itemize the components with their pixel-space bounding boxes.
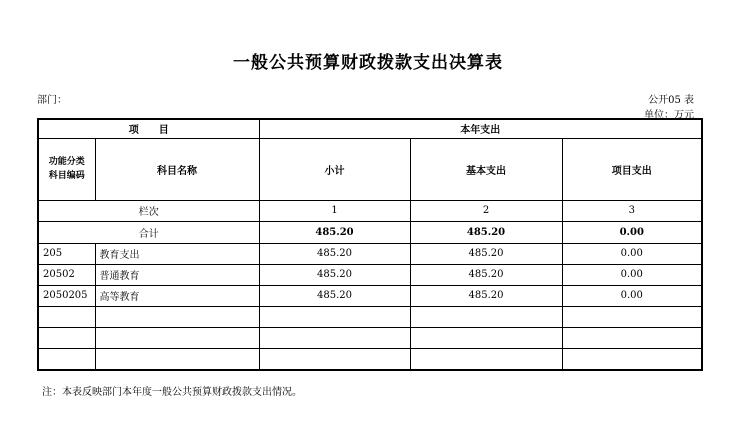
header-basic: 基本支出 — [410, 138, 562, 200]
header-project: 项 目 — [38, 119, 259, 138]
footnote: 注：本表反映部门本年度一般公共预算财政拨款支出情况。 — [42, 387, 302, 398]
table-row — [38, 348, 702, 370]
row-subtotal: 485.20 — [259, 243, 410, 264]
row-code: 205 — [38, 243, 95, 264]
header-func-code-line2: 科目编码 — [48, 171, 85, 181]
department-label: 部门： — [37, 95, 67, 106]
row-basic — [410, 348, 562, 370]
table-row — [38, 327, 702, 348]
total-project: 0.00 — [562, 221, 702, 243]
column-index-1: 1 — [259, 200, 410, 221]
table-row — [38, 285, 702, 306]
row-code — [38, 306, 95, 327]
row-name: 高等教育 — [95, 285, 259, 306]
row-project: 0.00 — [562, 264, 702, 285]
header-current-year: 本年支出 — [259, 119, 702, 138]
row-project: 0.00 — [562, 243, 702, 264]
row-code — [38, 348, 95, 370]
report-title: 一般公共预算财政拨款支出决算表 — [233, 53, 503, 73]
row-name — [95, 348, 259, 370]
table-row — [38, 264, 702, 285]
header-func-code-line1: 功能分类 — [48, 157, 85, 167]
row-basic: 485.20 — [410, 285, 562, 306]
column-index-2: 2 — [410, 200, 562, 221]
row-name — [95, 327, 259, 348]
row-project — [562, 327, 702, 348]
row-name: 普通教育 — [95, 264, 259, 285]
row-subtotal — [259, 327, 410, 348]
column-index-label: 栏次 — [38, 200, 259, 221]
row-basic: 485.20 — [410, 264, 562, 285]
table-row — [38, 243, 702, 264]
row-basic — [410, 306, 562, 327]
header-project-expenditure: 项目支出 — [562, 138, 702, 200]
row-code — [38, 327, 95, 348]
expenditure-table — [37, 118, 703, 371]
row-basic: 485.20 — [410, 243, 562, 264]
row-subtotal — [259, 348, 410, 370]
row-basic — [410, 327, 562, 348]
row-project — [562, 306, 702, 327]
row-name — [95, 306, 259, 327]
row-subtotal — [259, 306, 410, 327]
row-subtotal: 485.20 — [259, 264, 410, 285]
table-row — [38, 306, 702, 327]
row-code: 20502 — [38, 264, 95, 285]
row-project — [562, 348, 702, 370]
header-subject-name: 科目名称 — [95, 138, 259, 200]
header-subtotal: 小计 — [259, 138, 410, 200]
total-basic: 485.20 — [410, 221, 562, 243]
row-name: 教育支出 — [95, 243, 259, 264]
column-index-3: 3 — [562, 200, 702, 221]
total-subtotal: 485.20 — [259, 221, 410, 243]
unit-label: 单位：万元 — [644, 110, 694, 121]
header-func-code — [38, 138, 95, 200]
total-label: 合计 — [38, 221, 259, 243]
row-code: 2050205 — [38, 285, 95, 306]
row-subtotal: 485.20 — [259, 285, 410, 306]
row-project: 0.00 — [562, 285, 702, 306]
form-code: 公开05 表 — [648, 95, 694, 106]
